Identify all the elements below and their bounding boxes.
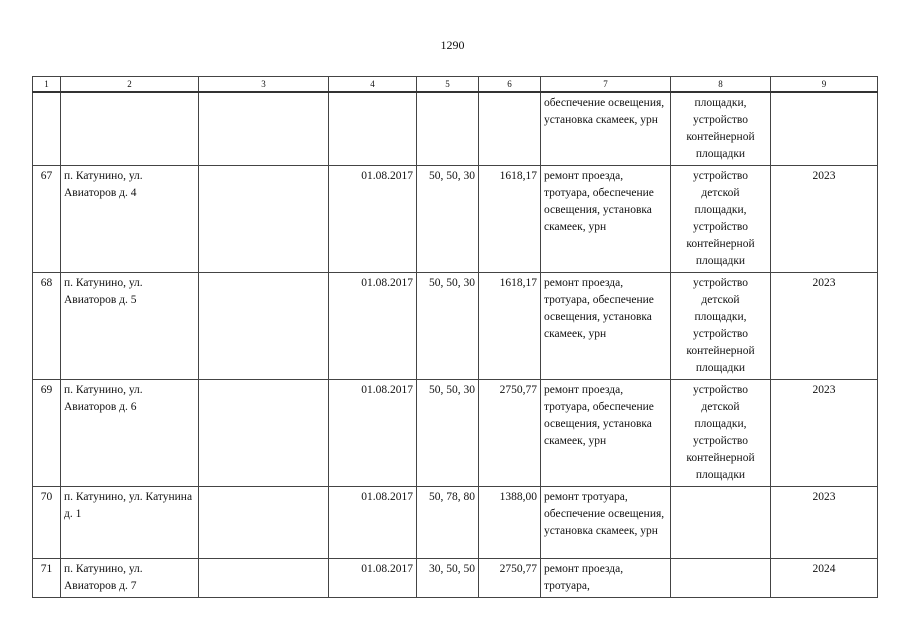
- col-header: 4: [329, 77, 417, 93]
- cell-year: 2023: [771, 166, 878, 273]
- cell-area: 1618,17: [479, 273, 541, 380]
- cell-extra: [671, 487, 771, 559]
- cell-address: п. Катунино, ул. Катунина д. 1: [61, 487, 199, 559]
- table-row: [33, 166, 878, 273]
- cell-col3: [199, 559, 329, 598]
- cell-date: 01.08.2017: [329, 380, 417, 487]
- cell-works: ремонт тротуара, обеспечение освещения, установка скамеек, урн: [541, 487, 671, 559]
- cell-area: 2750,77: [479, 559, 541, 598]
- col-header: 7: [541, 77, 671, 93]
- cell-wear: 30, 50, 50: [417, 559, 479, 598]
- cell-area: 1618,17: [479, 166, 541, 273]
- table-row-continued: [33, 92, 878, 166]
- cell-extra: устройство детской площадки, устройство контейнерной площадки: [671, 166, 771, 273]
- col-header: 5: [417, 77, 479, 93]
- col-header: 8: [671, 77, 771, 93]
- table-row: [33, 380, 878, 487]
- cell-num: 69: [33, 380, 61, 487]
- cell-address: п. Катунино, ул. Авиаторов д. 4: [61, 166, 199, 273]
- col-header: 3: [199, 77, 329, 93]
- table-row: [33, 487, 878, 559]
- cell-col3: [199, 273, 329, 380]
- table-row: [33, 559, 878, 598]
- cell-wear: 50, 50, 30: [417, 166, 479, 273]
- cell-works: ремонт проезда, тротуара, обеспечение освещения, установка скамеек, урн: [541, 166, 671, 273]
- page-number: 1290: [440, 38, 465, 52]
- cell-wear: 50, 78, 80: [417, 487, 479, 559]
- cell-address: п. Катунино, ул. Авиаторов д. 7: [61, 559, 199, 598]
- col-header: 9: [771, 77, 878, 93]
- header-row: [33, 77, 878, 93]
- cell-area: 2750,77: [479, 380, 541, 487]
- cell-num: 70: [33, 487, 61, 559]
- cell-date: 01.08.2017: [329, 487, 417, 559]
- col-header: 2: [61, 77, 199, 93]
- cell-date: 01.08.2017: [329, 273, 417, 380]
- col-header: 1: [33, 77, 61, 93]
- cell-year: 2024: [771, 559, 878, 598]
- cell-wear: 50, 50, 30: [417, 273, 479, 380]
- cell-date: 01.08.2017: [329, 166, 417, 273]
- cell-extra: устройство детской площадки, устройство контейнерной площадки: [671, 273, 771, 380]
- col-header: 6: [479, 77, 541, 93]
- cell-year: 2023: [771, 273, 878, 380]
- cell-wear: 50, 50, 30: [417, 380, 479, 487]
- cell-col3: [199, 166, 329, 273]
- cell-address: п. Катунино, ул. Авиаторов д. 6: [61, 380, 199, 487]
- cell-year: 2023: [771, 380, 878, 487]
- data-table: [32, 76, 878, 598]
- cell-address: п. Катунино, ул. Авиаторов д. 5: [61, 273, 199, 380]
- cell-works: ремонт проезда, тротуара,: [541, 559, 671, 598]
- cell-num: 67: [33, 166, 61, 273]
- cell-works: обеспечение освещения, установка скамеек, урн: [541, 92, 671, 166]
- cell-col3: [199, 487, 329, 559]
- cell-date: 01.08.2017: [329, 559, 417, 598]
- cell-num: 68: [33, 273, 61, 380]
- table-row: [33, 273, 878, 380]
- cell-area: 1388,00: [479, 487, 541, 559]
- cell-year: 2023: [771, 487, 878, 559]
- cell-works: ремонт проезда, тротуара, обеспечение освещения, установка скамеек, урн: [541, 273, 671, 380]
- cell-extra: устройство детской площадки, устройство контейнерной площадки: [671, 380, 771, 487]
- cell-extra: площадки, устройство контейнерной площадки: [671, 92, 771, 166]
- cell-extra: [671, 559, 771, 598]
- cell-num: 71: [33, 559, 61, 598]
- cell-col3: [199, 380, 329, 487]
- cell-works: ремонт проезда, тротуара, обеспечение освещения, установка скамеек, урн: [541, 380, 671, 487]
